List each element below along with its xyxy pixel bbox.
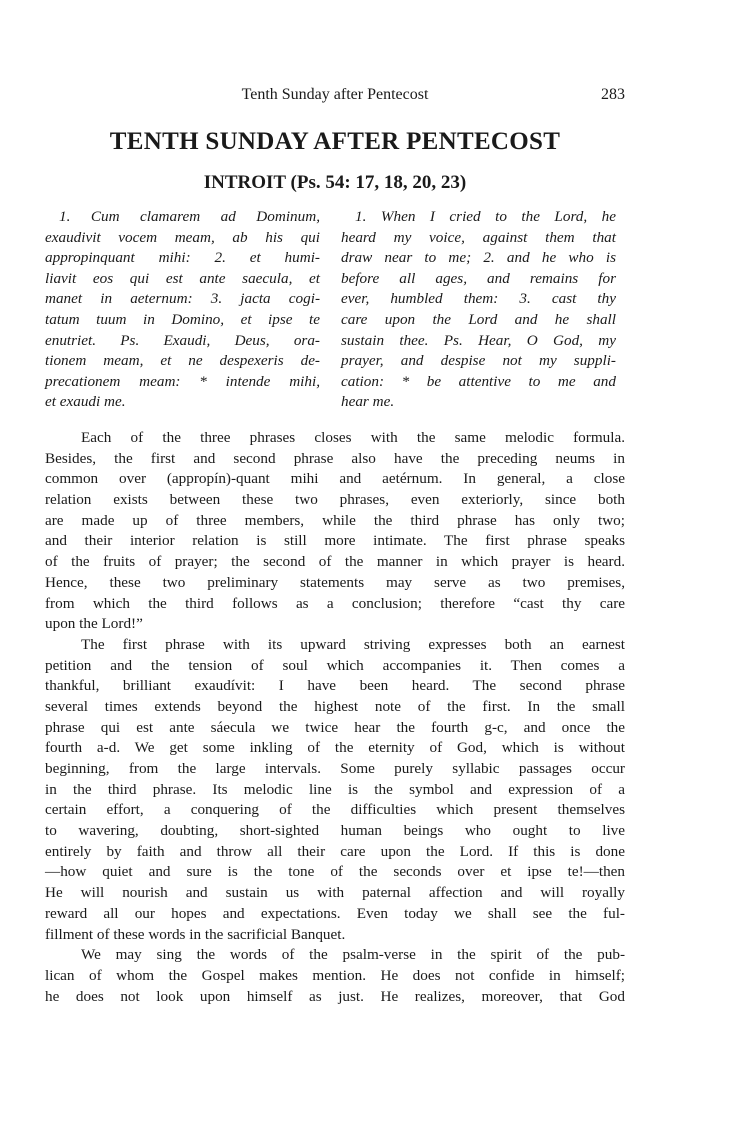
section-heading: INTROIT (Ps. 54: 17, 18, 20, 23) <box>203 172 467 193</box>
body-line: fourth a-d. We get some inkling of the eternity of God, which is without <box>45 739 625 757</box>
body-line: of the fruits of prayer; the second of the manner in which prayer is heard. <box>45 553 625 571</box>
body-line: and their interior relation is still more intimate. The first phrase speaks <box>45 532 625 550</box>
body-line: certain effort, a conquering of the difficulties which present themselves <box>45 801 625 819</box>
body-line: He will nourish and sustain us with paternal affection and will royally <box>45 884 625 902</box>
body-line: beginning, from the large intervals. Some purely syllabic passages occur <box>45 760 625 777</box>
english-line: draw near to me; 2. and he who is <box>341 249 616 267</box>
latin-line: tionem meam, et ne despexeris de- <box>45 352 320 370</box>
body-line: several times extends beyond the highest note of the first. In the small <box>45 697 625 715</box>
body-line: he does not look upon himself as just. He realizes, moreover, that God <box>45 987 625 1005</box>
body-line: in the third phrase. Its melodic line is the symbol and expression of a <box>45 780 625 798</box>
running-head <box>45 86 625 108</box>
latin-line: manet in aeternum: 3. jacta cogi- <box>45 290 320 308</box>
body-line: from which the third follows as a conclusion; therefore “cast thy care <box>45 594 625 612</box>
english-column <box>341 207 616 413</box>
latin-line: et exaudi me. <box>45 393 126 411</box>
body-line: Hence, these two preliminary statements may serve as two premises, <box>45 573 625 591</box>
english-line: 1. When I cried to the Lord, he <box>355 208 616 225</box>
english-line: care upon the Lord and he shall <box>341 310 616 328</box>
latin-line: 1. Cum clamarem ad Dominum, <box>59 208 320 225</box>
latin-line: appropinquant mihi: 2. et humi- <box>45 249 320 267</box>
body-line: relation exists between these two phrases, even exteriorly, since both <box>45 491 625 509</box>
body-line: reward all our hopes and expectations. Even today we shall see the ful- <box>45 904 625 922</box>
body-line: petition and the tension of soul which accompanies it. Then comes a <box>45 656 625 674</box>
latin-line: precationem meam: * intende mihi, <box>45 372 320 390</box>
english-line: prayer, and despise not my suppli- <box>341 352 616 370</box>
chapter-title: TENTH SUNDAY AFTER PENTECOST <box>109 128 561 155</box>
body-text <box>45 428 625 1007</box>
body-line: We may sing the words of the psalm-verse in the spirit of the pub- <box>81 946 625 964</box>
body-line: common over (appropín)-quant mihi and aetérnum. In general, a close <box>45 470 625 488</box>
body-line: The first phrase with its upward striving expresses both an earnest <box>81 635 625 653</box>
body-line: upon the Lord!” <box>45 615 143 633</box>
body-line: Besides, the first and second phrase also have the preceding neums in <box>45 449 625 467</box>
body-line: Each of the three phrases closes with the same melodic formula. <box>81 429 625 446</box>
running-title: Tenth Sunday after Pentecost <box>241 86 429 103</box>
english-line: hear me. <box>341 393 395 411</box>
latin-line: exaudivit vocem meam, ab his qui <box>45 228 320 246</box>
body-line: are made up of three members, while the third phrase has only two; <box>45 511 625 529</box>
body-line: thankful, brilliant exaudívit: I have been heard. The second phrase <box>45 677 625 695</box>
body-line: entirely by faith and throw all their care upon the Lord. If this is done <box>45 842 625 860</box>
english-line: before all ages, and remains for <box>341 269 616 287</box>
latin-line: enutriet. Ps. Exaudi, Deus, ora- <box>45 331 320 349</box>
english-line: ever, humbled them: 3. cast thy <box>341 290 616 308</box>
latin-line: tatum tuum in Domino, et ipse te <box>45 310 320 328</box>
english-line: cation: * be attentive to me and <box>341 372 616 390</box>
body-line: lican of whom the Gospel makes mention. He does not confide in himself; <box>45 966 625 984</box>
body-line: to wavering, doubting, short-sighted human beings who ought to live <box>45 822 625 840</box>
page-number: 283 <box>601 86 625 103</box>
latin-column <box>45 207 320 413</box>
body-line: phrase qui est ante sáecula we twice hear the fourth g-c, and once the <box>45 718 625 736</box>
latin-line: liavit eos qui est ante saecula, et <box>45 269 320 287</box>
english-line: sustain thee. Ps. Hear, O God, my <box>341 331 616 349</box>
english-line: heard my voice, against them that <box>341 228 616 246</box>
introit-text-columns <box>45 207 625 413</box>
body-line: —how quiet and sure is the tone of the seconds over et ipse te!—then <box>45 863 625 881</box>
body-line: fillment of these words in the sacrificial Banquet. <box>45 925 346 943</box>
